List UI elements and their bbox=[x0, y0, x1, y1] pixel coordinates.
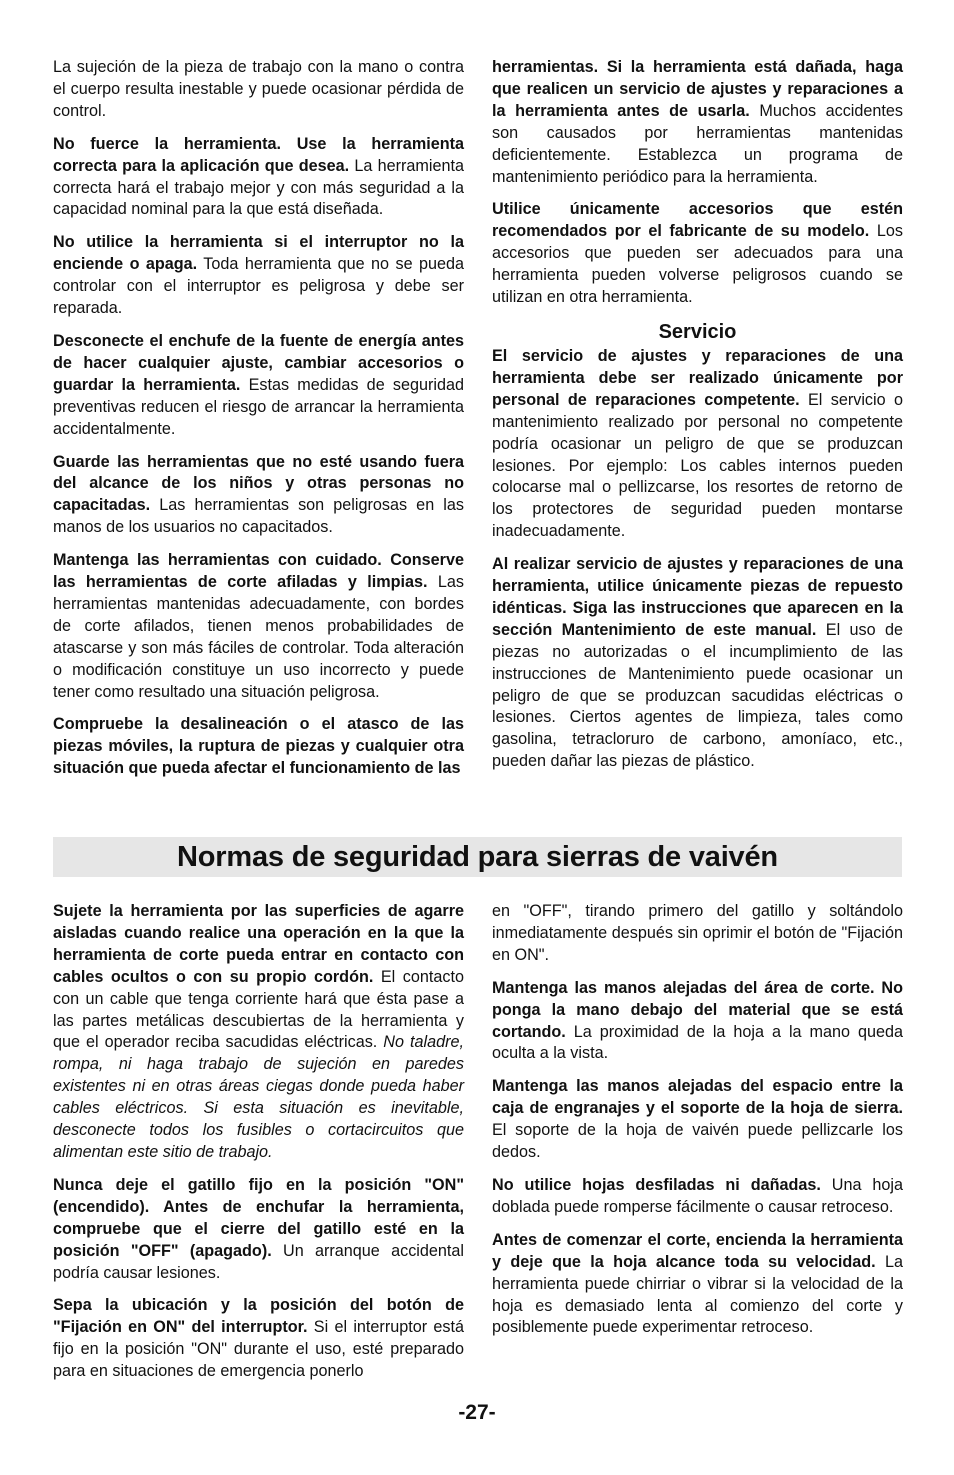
paragraph: No utilice la herramienta si el interruptor no la enciende o apaga. Toda herramienta que no se pueda controlar con el interruptor es peligrosa y debe ser reparada. bbox=[53, 233, 464, 318]
service-heading: Servicio bbox=[658, 320, 737, 343]
top-right-column bbox=[492, 57, 903, 784]
paragraph: No utilice hojas desfiladas ni dañadas. Una hoja doblada puede romperse fácilmente o causar retroceso. bbox=[492, 1175, 903, 1216]
paragraph: Compruebe la desalineación o el atasco de las piezas móviles, la ruptura de piezas y cualquier otra situación que pueda afectar el funcionamiento de las bbox=[53, 715, 464, 778]
paragraph: Antes de comenzar el corte, encienda la herramienta y deje que la hoja alcance toda su velocidad. La herramienta puede chirriar o vibrar si la velocidad de la hoja es demasiado lenta al comienzo del corte y posiblemente puede experimentar retroceso. bbox=[492, 1230, 903, 1337]
top-left-column bbox=[53, 57, 464, 791]
paragraph: El servicio de ajustes y reparaciones de una herramienta debe ser realizado únicamente por personal de reparaciones competente. El servicio o mantenimiento realizado por personal no competente podría ocasionar un peligro de que se produzcan lesiones. Por ejemplo: Los cables internos pueden colocarse mal o pellizcarse, los resortes de retorno de los protectores de seguridad pueden montarse inadecuadamente. bbox=[492, 346, 903, 541]
paragraph: Desconecte el enchufe de la fuente de energía antes de hacer cualquier ajuste, cambiar accesorios o guardar la herramienta. Estas medidas de seguridad preventivas reducen el riesgo de arrancar la herramienta accidentalmente. bbox=[53, 331, 465, 438]
bottom-right-column bbox=[492, 901, 903, 1350]
paragraph: herramientas. Si la herramienta está dañada, haga que realicen un servicio de ajustes y reparaciones a la herramienta antes de usarla. Muchos accidentes son causados por herramientas mantenidas deficientemente. Establezca un programa de mantenimiento periódico para la herramienta. bbox=[492, 58, 903, 186]
paragraph: Guarde las herramientas que no esté usando fuera del alcance de los niños y otras personas no capacitadas. Las herramientas son peligrosas en las manos de los usuarios no capacitados. bbox=[53, 452, 464, 537]
paragraph: Mantenga las manos alejadas del área de corte. No ponga la mano debajo del material que se está cortando. La proximidad de la hoja a la mano queda oculta a la vista. bbox=[492, 978, 903, 1063]
paragraph: Sepa la ubicación y la posición del botón de "Fijación en ON" del interruptor. Si el interruptor está fijo en la posición "ON" durante el uso, esté preparado para en situaciones de emergencia ponerlo bbox=[53, 1296, 464, 1381]
paragraph: Mantenga las manos alejadas del espacio entre la caja de engranajes y el soporte de la hoja de sierra. El soporte de la hoja de vaivén puede pellizcarle los dedos. bbox=[492, 1077, 903, 1162]
section-banner bbox=[53, 837, 902, 877]
paragraph: Al realizar servicio de ajustes y reparaciones de una herramienta, utilice únicamente piezas de repuesto idénticas. Siga las instrucciones que aparecen en la sección Mantenimiento de este manual. El uso de piezas no autorizadas o el incumplimiento de las instrucciones de Mantenimiento puede ocasionar un peligro de que se produzcan sacudidas eléctricas o lesiones. Ciertos agentes de limpieza, tales como gasolina, tetracloruro de carbono, amoníaco, etc., pueden dañar las piezas de plástico. bbox=[492, 555, 903, 771]
page-number: -27- bbox=[458, 1401, 496, 1424]
bottom-left-column bbox=[53, 901, 464, 1394]
paragraph: Nunca deje el gatillo fijo en la posición "ON" (encendido). Antes de enchufar la herramienta, compruebe que el cierre del gatillo esté en la posición "OFF" (apagado). Un arranque accidental podría causar lesiones. bbox=[53, 1175, 465, 1282]
paragraph: Sujete la herramienta por las superficies de agarre aisladas cuando realice una operación en la que la herramienta de corte pueda entrar en contacto con cables ocultos o con su propio cordón. El contacto con un cable que tenga corriente hará que ésta pase a las partes metálicas descubiertas de la herramienta y que el operador reciba sacudidas eléctricas. No taladre, rompa, ni haga trabajo de sujeción en paredes existentes ni en otras áreas ciegas donde pueda haber cables eléctricos. Si esta situación es inevitable, desconecte todos los fusibles o cortacircuitos que alimentan este sitio de trabajo. bbox=[53, 902, 464, 1161]
paragraph: No fuerce la herramienta. Use la herramienta correcta para la aplicación que desea. La herramienta correcta hará el trabajo mejor y con más seguridad a la capacidad nominal para la que está diseñada. bbox=[53, 134, 464, 219]
paragraph: en "OFF", tirando primero del gatillo y soltándolo inmediatamente después sin oprimir el botón de "Fijación en ON". bbox=[492, 902, 903, 964]
paragraph: Utilice únicamente accesorios que estén recomendados por el fabricante de su modelo. Los accesorios que pueden ser adecuados para una herramienta pueden volverse peligrosos cuando se utilizan en otra herramienta. bbox=[492, 200, 903, 307]
paragraph: Mantenga las herramientas con cuidado. Conserve las herramientas de corte afiladas y limpias. Las herramientas mantenidas adecuadamente, con bordes de corte afilados, tienen menos probabilidades de atascarse y son más fáciles de controlar. Toda alteración o modificación constituye un uso incorrecto y puede tener como resultado una situación peligrosa. bbox=[53, 551, 464, 701]
section-title: Normas de seguridad para sierras de vaivén bbox=[177, 841, 778, 873]
paragraph: La sujeción de la pieza de trabajo con la mano o contra el cuerpo resulta inestable y puede ocasionar pérdida de control. bbox=[53, 58, 464, 120]
